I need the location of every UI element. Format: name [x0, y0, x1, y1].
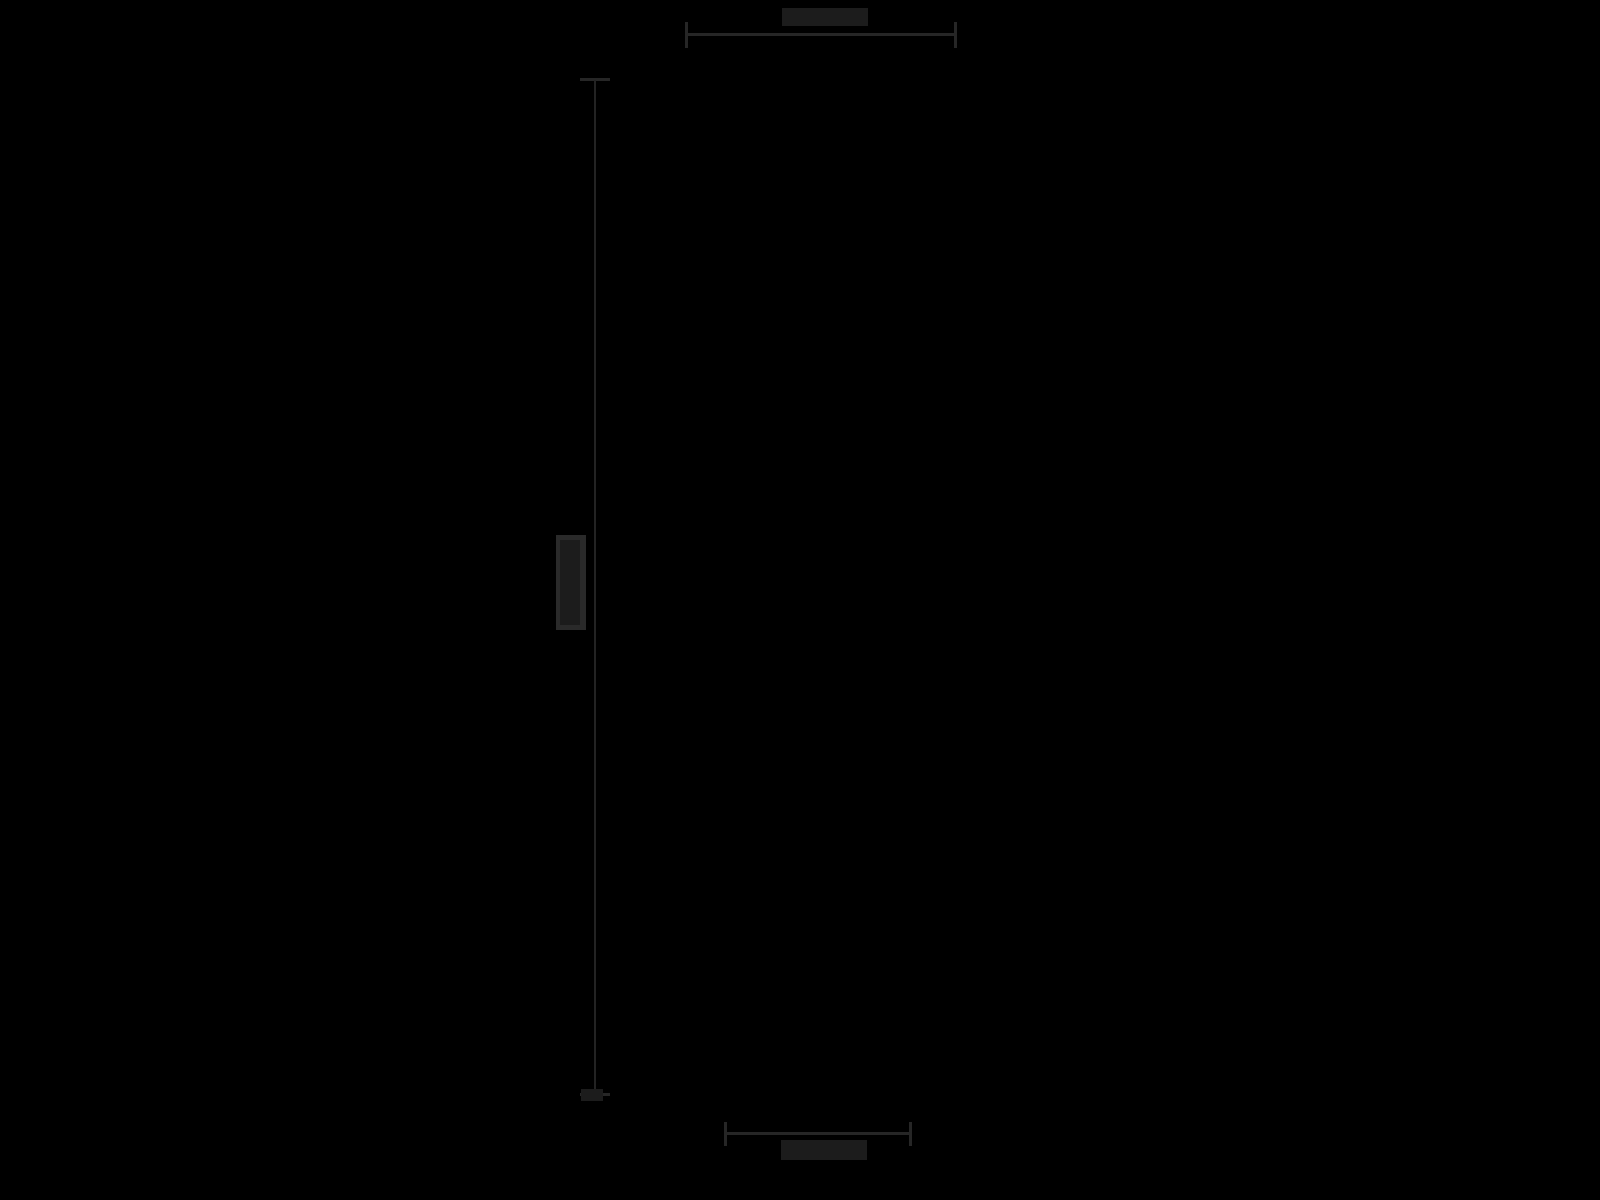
bottom-measure-right-cap	[909, 1122, 912, 1146]
axis-label-text	[560, 540, 580, 625]
bottom-measure-label	[781, 1140, 867, 1160]
top-measure-right-cap	[954, 22, 957, 48]
vertical-measure-bottom-tick-label	[581, 1089, 603, 1101]
bottom-measure-rule	[724, 1132, 912, 1135]
vertical-measure-rule	[594, 80, 596, 1096]
top-measure-rule	[685, 33, 957, 36]
top-measure-label	[782, 8, 868, 26]
